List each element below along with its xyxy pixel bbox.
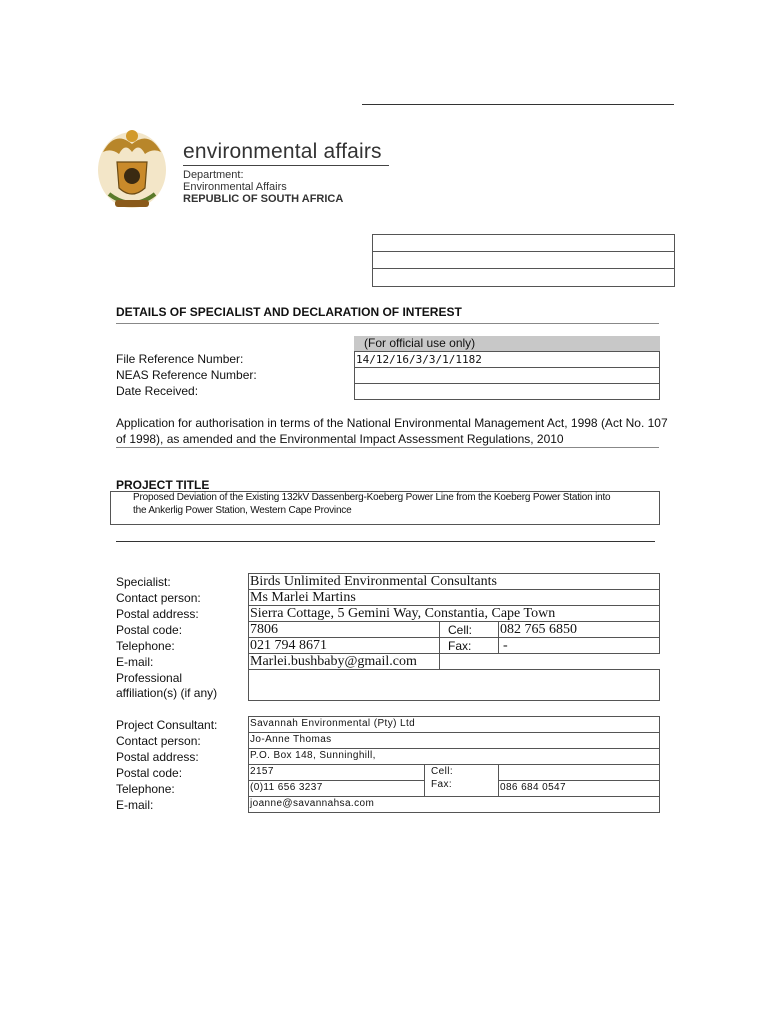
consultant-contact-label: Contact person: [116, 734, 201, 748]
neas-reference-field[interactable] [354, 367, 660, 384]
specialist-postal-code-label: Postal code: [116, 623, 183, 637]
specialist-email-value: Marlei.bushbaby@gmail.com [250, 654, 417, 669]
consultant-email-value: joanne@savannahsa.com [250, 798, 375, 809]
specialist-fax-value: - [503, 638, 508, 653]
consultant-telephone-value: (0)11 656 3237 [250, 782, 323, 793]
file-reference-label: File Reference Number: [116, 352, 244, 366]
application-text-line-1: Application for authorisation in terms of the National Environmental Management Act, 1998 (Act No. 107 [116, 416, 668, 430]
file-reference-field[interactable] [354, 351, 660, 368]
specialist-contact-value: Ms Marlei Martins [250, 590, 356, 605]
logo-divider [183, 165, 389, 166]
specialist-cell-label-cell [439, 621, 499, 638]
blank-box-row-1[interactable] [372, 234, 675, 252]
consultant-postal-code-label: Postal code: [116, 766, 183, 780]
specialist-name-field[interactable] [248, 573, 660, 590]
consultant-address-field[interactable] [248, 748, 660, 765]
official-use-label: (For official use only) [364, 336, 476, 350]
specialist-affiliation-label: affiliation(s) (if any) [116, 686, 218, 700]
file-reference-value: 14/12/16/3/3/1/1182 [356, 353, 482, 366]
consultant-contact-value: Jo-Anne Thomas [250, 734, 332, 745]
consultant-email-field[interactable] [248, 796, 660, 813]
specialist-email-label: E-mail: [116, 655, 154, 669]
consultant-address-value: P.O. Box 148, Sunninghill, [250, 750, 376, 761]
specialist-fax-label: Fax: [448, 639, 472, 653]
project-title-box[interactable] [110, 491, 660, 525]
blank-box-row-3[interactable] [372, 268, 675, 287]
application-text-line-2: of 1998), as amended and the Environmental Impact Assessment Regulations, 2010 [116, 432, 564, 446]
specialist-telephone-value: 021 794 8671 [250, 638, 327, 653]
consultant-postal-address-label: Postal address: [116, 750, 199, 764]
specialist-fax-field[interactable] [498, 637, 660, 654]
specialist-email-field[interactable] [248, 653, 440, 670]
application-rule [116, 447, 659, 448]
specialist-label: Specialist: [116, 575, 171, 589]
specialist-contact-field[interactable] [248, 589, 660, 606]
consultant-telephone-field[interactable] [248, 780, 425, 797]
logo-line-department: Department: [183, 169, 244, 181]
logo-title: environmental affairs [183, 140, 382, 163]
project-title-heading: PROJECT TITLE [116, 478, 210, 492]
consultant-cell-field[interactable] [498, 764, 660, 781]
heading-rule [116, 323, 659, 324]
specialist-cell-label: Cell: [448, 623, 473, 637]
consultant-cell-label: Cell: [431, 766, 454, 777]
specialist-contact-label: Contact person: [116, 591, 201, 605]
date-received-label: Date Received: [116, 384, 199, 398]
consultant-contact-field[interactable] [248, 732, 660, 749]
specialist-postal-address-label: Postal address: [116, 607, 199, 621]
specialist-telephone-label: Telephone: [116, 639, 175, 653]
consultant-postal-code-field[interactable] [248, 764, 425, 781]
specialist-professional-label: Professional [116, 671, 183, 685]
top-rule [362, 104, 674, 105]
consultant-name-value: Savannah Environmental (Pty) Ltd [250, 718, 416, 729]
specialist-postal-code-field[interactable] [248, 621, 440, 638]
coat-of-arms-icon [95, 122, 169, 214]
specialist-address-field[interactable] [248, 605, 660, 622]
specialist-cell-field[interactable] [498, 621, 660, 638]
specialist-name-value: Birds Unlimited Environmental Consultants [250, 574, 497, 589]
specialist-fax-label-cell [439, 637, 499, 654]
blank-box-row-2[interactable] [372, 251, 675, 269]
logo-line-republic: REPUBLIC OF SOUTH AFRICA [183, 193, 344, 205]
consultant-fax-value: 086 684 0547 [500, 782, 566, 793]
specialist-cell-value: 082 765 6850 [500, 622, 577, 637]
specialist-telephone-field[interactable] [248, 637, 440, 654]
consultant-email-label: E-mail: [116, 798, 154, 812]
department-logo [95, 122, 382, 217]
consultant-fax-field[interactable] [498, 780, 660, 797]
neas-reference-label: NEAS Reference Number: [116, 368, 257, 382]
project-rule [116, 541, 655, 542]
logo-line-env-affairs: Environmental Affairs [183, 181, 287, 193]
project-title-line-2: the Ankerlig Power Station, Western Cape Province [133, 505, 352, 516]
specialist-address-value: Sierra Cottage, 5 Gemini Way, Constantia, Cape Town [250, 606, 556, 621]
project-title-line-1: Proposed Deviation of the Existing 132kV Dassenberg-Koeberg Power Line from the Koeberg Power Station into [133, 492, 611, 503]
consultant-cell-fax-label-cell [424, 764, 499, 797]
consultant-name-field[interactable] [248, 716, 660, 733]
date-received-field[interactable] [354, 383, 660, 400]
consultant-fax-label: Fax: [431, 779, 453, 790]
specialist-postal-code-value: 7806 [250, 622, 278, 637]
page-title: DETAILS OF SPECIALIST AND DECLARATION OF INTEREST [116, 305, 462, 319]
official-use-header [354, 336, 660, 352]
consultant-label: Project Consultant: [116, 718, 218, 732]
consultant-postal-code-value: 2157 [250, 766, 274, 777]
consultant-telephone-label: Telephone: [116, 782, 175, 796]
specialist-affiliation-field[interactable] [248, 669, 660, 701]
